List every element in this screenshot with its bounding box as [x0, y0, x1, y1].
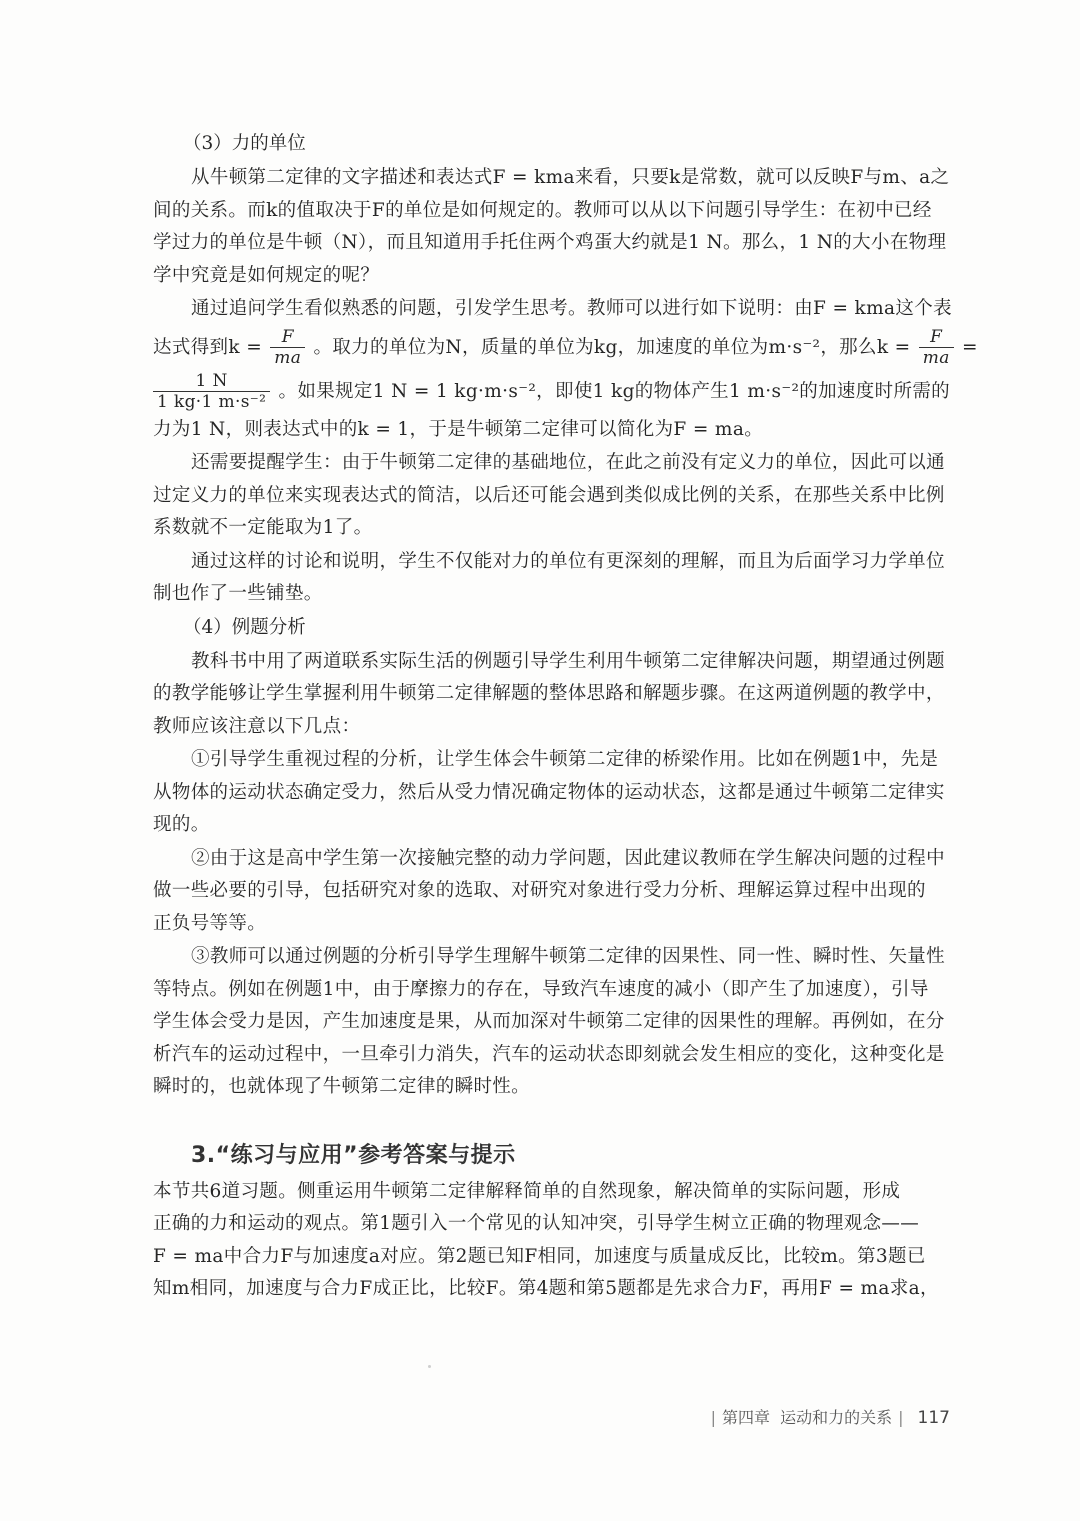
- paragraph-6-line-1: ①引导学生重视过程的分析，让学生体会牛顿第二定律的桥梁作用。比如在例题1中，先是: [191, 749, 939, 770]
- paragraph-3-line-1: 还需要提醒学生：由于牛顿第二定律的基础地位，在此之前没有定义力的单位，因此可以通: [191, 452, 946, 473]
- page-footer: [700, 1405, 950, 1428]
- fraction-2-denominator: ma: [922, 348, 950, 368]
- paragraph-3-line-3: 系数就不一定能取为1了。: [153, 517, 373, 538]
- fraction-1-denominator: ma: [274, 348, 302, 368]
- section-heading-exercises: 3.“练习与应用”参考答案与提示: [191, 1142, 516, 1168]
- paragraph-8-line-2: 等特点。例如在例题1中，由于摩擦力的存在，导致汽车速度的减小（即产生了加速度），引导: [153, 978, 929, 1000]
- paragraph-8-line-3: 学生体会受力是因，产生加速度是果，从而加深对牛顿第二定律的因果性的理解。再例如，在分: [153, 1011, 945, 1032]
- paragraph-2-line-2-start: 达式得到k =: [153, 336, 263, 358]
- paragraph-6-line-3: 现的。: [153, 814, 210, 835]
- paragraph-4-line-2: 制也作了一些铺垫。: [153, 583, 323, 604]
- paragraph-5-line-2: 的教学能够让学生掌握利用牛顿第二定律解题的整体思路和解题步骤。在这两道例题的教学中，: [153, 683, 945, 704]
- scan-speck: [428, 1365, 431, 1368]
- fraction-unit-newton: [153, 371, 270, 413]
- paragraph-7-line-2: 做一些必要的引导，包括研究对象的选取、对研究对象进行受力分析、理解运算过程中出现的: [153, 880, 926, 901]
- paragraph-2-line-4: 力为1 N，则表达式中的k = 1，于是牛顿第二定律可以简化为F = ma。: [153, 418, 764, 440]
- page-number: 117: [917, 1408, 950, 1428]
- fraction-k-equals-f-over-ma: [270, 327, 305, 369]
- paragraph-2-line-3: [153, 370, 951, 414]
- paragraph-2-line-3-text: 。如果规定1 N = 1 kg·m·s⁻²，即使1 kg的物体产生1 m·s⁻²的加速度时所需的: [278, 380, 951, 402]
- paragraph-4-line-1: 通过这样的讨论和说明，学生不仅能对力的单位有更深刻的理解，而且为后面学习力学单位: [191, 550, 946, 572]
- paragraph-1-line-3: 学过力的单位是牛顿（N），而且知道用手托住两个鸡蛋大约就是1 N。那么，1 N的大小在物理: [153, 232, 947, 253]
- paragraph-3: [153, 447, 948, 545]
- paragraph-5-line-3: 教师应该注意以下几点：: [153, 715, 361, 737]
- subheading-example-analysis: （4）例题分析: [183, 616, 306, 638]
- paragraph-9-line-2: 正确的力和运动的观点。第1题引入一个常见的认知冲突，引导学生树立正确的物理观念——: [153, 1213, 920, 1234]
- paragraph-5: [153, 646, 948, 744]
- paragraph-7-line-3: 正负号等等。: [153, 912, 267, 934]
- paragraph-8-line-5: 瞬时的，也就体现了牛顿第二定律的瞬时性。: [153, 1076, 531, 1097]
- fraction-2-numerator: F: [919, 327, 954, 348]
- paragraph-6: [153, 744, 948, 842]
- paragraph-9-line-4: 知m相同，加速度与合力F成正比，比较F。第4题和第5题都是先求合力F，再用F = ma求a，: [153, 1278, 939, 1299]
- footer-divider-right: |: [898, 1408, 904, 1427]
- paragraph-9-line-1: 本节共6道习题。侧重运用牛顿第二定律解释简单的自然现象，解决简单的实际问题，形成: [153, 1180, 901, 1202]
- paragraph-7: [153, 843, 948, 941]
- fraction-3-denominator: 1 kg·1 m·s⁻²: [157, 392, 267, 412]
- paragraph-2: [153, 293, 978, 446]
- paragraph-1-line-1: 从牛顿第二定律的文字描述和表达式F = kma来看，只要k是常数，就可以反映F与m、a之: [191, 167, 950, 188]
- paragraph-6-line-2: 从物体的运动状态确定受力，然后从受力情况确定物体的运动状态，这都是通过牛顿第二定律实: [153, 781, 945, 803]
- paragraph-4: [153, 546, 948, 611]
- paragraph-1-line-2: 间的关系。而k的值取决于F的单位是如何规定的。教师可以从以下问题引导学生：在初中已经: [153, 199, 932, 221]
- paragraph-2-line-2-middle: 。取力的单位为N，质量的单位为kg，加速度的单位为m·s⁻²，那么k =: [313, 336, 911, 358]
- paragraph-8: [153, 941, 948, 1104]
- paragraph-2-line-2-equals: =: [961, 336, 978, 358]
- footer-chapter-title: 运动和力的关系: [780, 1408, 893, 1427]
- paragraph-1-line-4: 学中究竟是如何规定的呢？: [153, 264, 380, 286]
- paragraph-2-line-2: [153, 326, 978, 370]
- paragraph-7-line-1: ②由于这是高中学生第一次接触完整的动力学问题，因此建议教师在学生解决问题的过程中: [191, 847, 946, 869]
- paragraph-8-line-1: ③教师可以通过例题的分析引导学生理解牛顿第二定律的因果性、同一性、瞬时性、矢量性: [191, 946, 946, 967]
- fraction-f-over-ma-second: [919, 327, 954, 369]
- page-body: [153, 128, 978, 1307]
- footer-chapter: 第四章: [721, 1408, 770, 1427]
- fraction-1-numerator: F: [270, 327, 305, 348]
- paragraph-2-line-1: 通过追问学生看似熟悉的问题，引发学生思考。教师可以进行如下说明：由F = kma这个表: [191, 298, 952, 319]
- paragraph-9-line-3: F = ma中合力F与加速度a对应。第2题已知F相同，加速度与质量成反比，比较m。第3题已: [153, 1245, 926, 1267]
- paragraph-8-line-4: 析汽车的运动过程中，一旦牵引力消失，汽车的运动状态即刻就会发生相应的变化，这种变化是: [153, 1043, 945, 1065]
- footer-divider-left: |: [710, 1408, 716, 1427]
- paragraph-3-line-2: 过定义力的单位来实现表达式的简洁，以后还可能会遇到类似成比例的关系，在那些关系中比例: [153, 484, 945, 506]
- fraction-3-numerator: 1 N: [153, 371, 270, 392]
- paragraph-1: [153, 162, 948, 292]
- paragraph-9: [153, 1176, 948, 1306]
- subheading-force-unit: （3）力的单位: [183, 133, 306, 154]
- paragraph-5-line-1: 教科书中用了两道联系实际生活的例题引导学生利用牛顿第二定律解决问题，期望通过例题: [191, 650, 946, 672]
